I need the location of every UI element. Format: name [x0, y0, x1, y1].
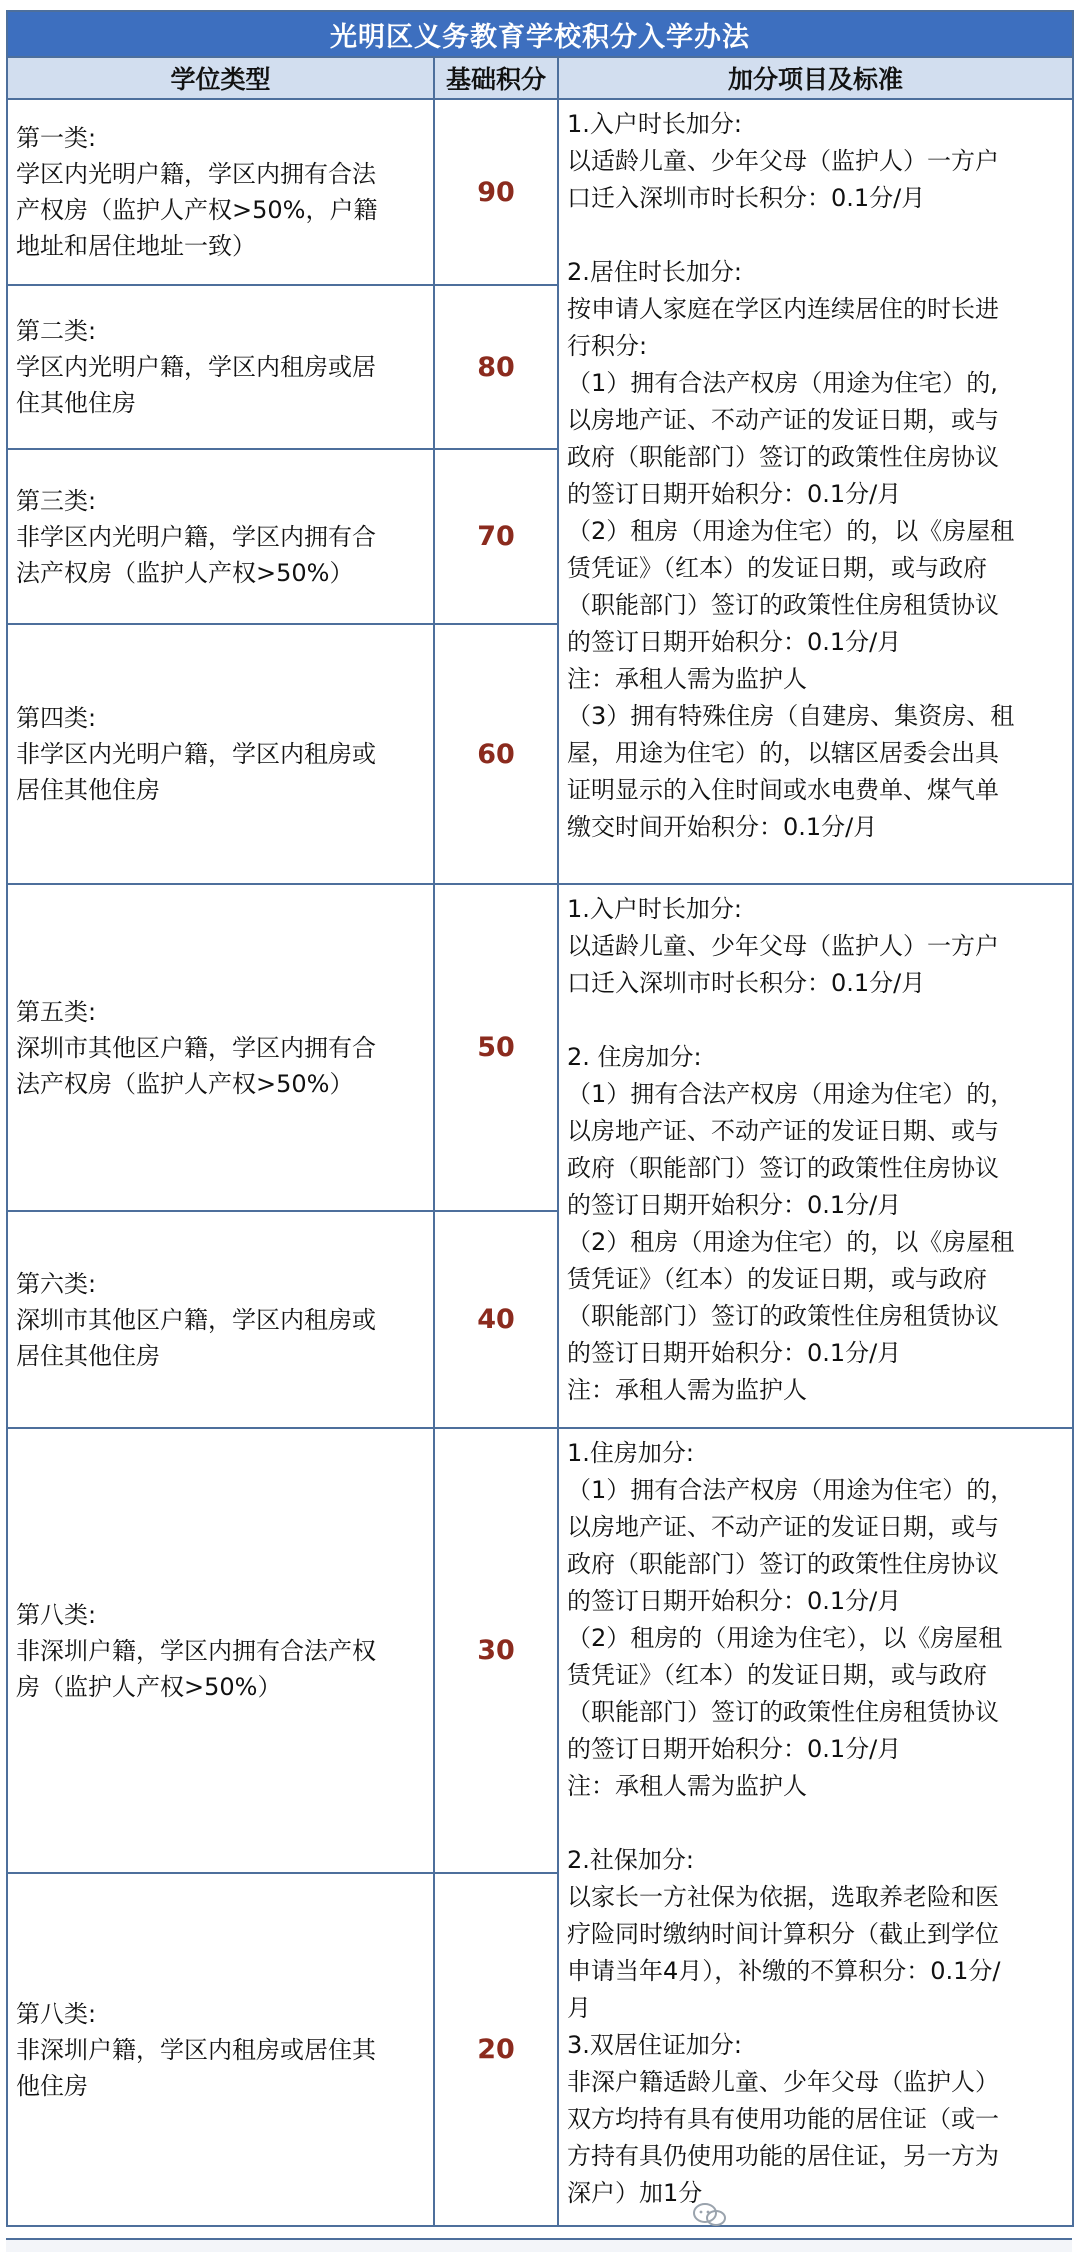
type-cell: 第三类: 非学区内光明户籍，学区内拥有合 法产权房（监护人产权>50%）: [7, 449, 434, 624]
title-row: [7, 11, 1073, 57]
score-cell: 30: [434, 1428, 558, 1873]
header-bonus: 加分项目及标准: [558, 57, 1073, 99]
type-cell: 第八类: 非深圳户籍，学区内拥有合法产权 房（监护人产权>50%）: [7, 1428, 434, 1873]
type-cell: 第一类: 学区内光明户籍，学区内拥有合法 产权房（监护人产权>50%，户籍 地址和居住地址一致）: [7, 99, 434, 285]
bonus-cell: 1.入户时长加分: 以适龄儿童、少年父母（监护人）一方户 口迁入深圳市时长积分：0.1分/月 2.居住时长加分: 按申请人家庭在学区内连续居住的时长进 行积分: （1）拥有合法产权房（用途为住宅）的, 以房地产证、不动产证的发证日期，或与 政府（职能部门）签订的政策性住房协议 的签订日期开始积分：0.1分/月 （2）租房（用途为住宅）的，以《房屋租 赁凭证》（红本）的发证日期，或与政府 （职能部门）签订的政策性住房租赁协议 的签订日期开始积分：0.1分/月 注：承租人需为监护人 （3）拥有特殊住房（自建房、集资房、租 屋，用途为住宅）的，以辖区居委会出具 证明显示的入住时间或水电费单、煤气单 缴交时间开始积分：0.1分/月: [558, 99, 1073, 884]
score-cell: 20: [434, 1873, 558, 2226]
header-row: [7, 57, 1073, 99]
type-cell: 第六类: 深圳市其他区户籍，学区内租房或 居住其他住房: [7, 1211, 434, 1428]
table-row: [7, 99, 1073, 285]
table-row: [7, 884, 1073, 1211]
wechat-watermark-icon: [690, 2200, 730, 2230]
bonus-cell: 1.入户时长加分: 以适龄儿童、少年父母（监护人）一方户 口迁入深圳市时长积分：0.1分/月 2. 住房加分: （1）拥有合法产权房（用途为住宅）的， 以房地产证、不动产证的发证日期、或与 政府（职能部门）签订的政策性住房协议 的签订日期开始积分：0.1分/月 （2）租房（用途为住宅）的，以《房屋租 赁凭证》（红本）的发证日期，或与政府 （职能部门）签订的政策性住房租赁协议 的签订日期开始积分：0.1分/月 注：承租人需为监护人: [558, 884, 1073, 1428]
table-title: 光明区义务教育学校积分入学办法: [7, 11, 1073, 57]
type-cell: 第二类: 学区内光明户籍，学区内租房或居 住其他住房: [7, 285, 434, 449]
bonus-cell: 1.住房加分: （1）拥有合法产权房（用途为住宅）的， 以房地产证、不动产证的发证日期，或与 政府（职能部门）签订的政策性住房协议 的签订日期开始积分：0.1分/月 （2）租房的（用途为住宅），以《房屋租 赁凭证》（红本）的发证日期，或与政府 （职能部门）签订的政策性住房租赁协议 的签订日期开始积分：0.1分/月 注：承租人需为监护人 2.社保加分: 以家长一方社保为依据，选取养老险和医 疗险同时缴纳时间计算积分（截止到学位 申请当年4月），补缴的不算积分：0.1分/ 月 3.双居住证加分: 非深户籍适龄儿童、少年父母（监护人） 双方均持有具有使用功能的居住证（或一 方持有具仍使用功能的居住证，另一方为 深户）加1分: [558, 1428, 1073, 2226]
score-cell: 70: [434, 449, 558, 624]
table-row: [7, 1428, 1073, 1873]
score-cell: 60: [434, 624, 558, 884]
score-cell: 90: [434, 99, 558, 285]
type-cell: 第八类: 非深圳户籍，学区内租房或居住其 他住房: [7, 1873, 434, 2226]
score-cell: 80: [434, 285, 558, 449]
score-cell: 50: [434, 884, 558, 1211]
type-cell: 第四类: 非学区内光明户籍，学区内租房或 居住其他住房: [7, 624, 434, 884]
admission-points-table: [6, 10, 1074, 2227]
score-cell: 40: [434, 1211, 558, 1428]
header-score: 基础积分: [434, 57, 558, 99]
header-type: 学位类型: [7, 57, 434, 99]
type-cell: 第五类: 深圳市其他区户籍，学区内拥有合 法产权房（监护人产权>50%）: [7, 884, 434, 1211]
